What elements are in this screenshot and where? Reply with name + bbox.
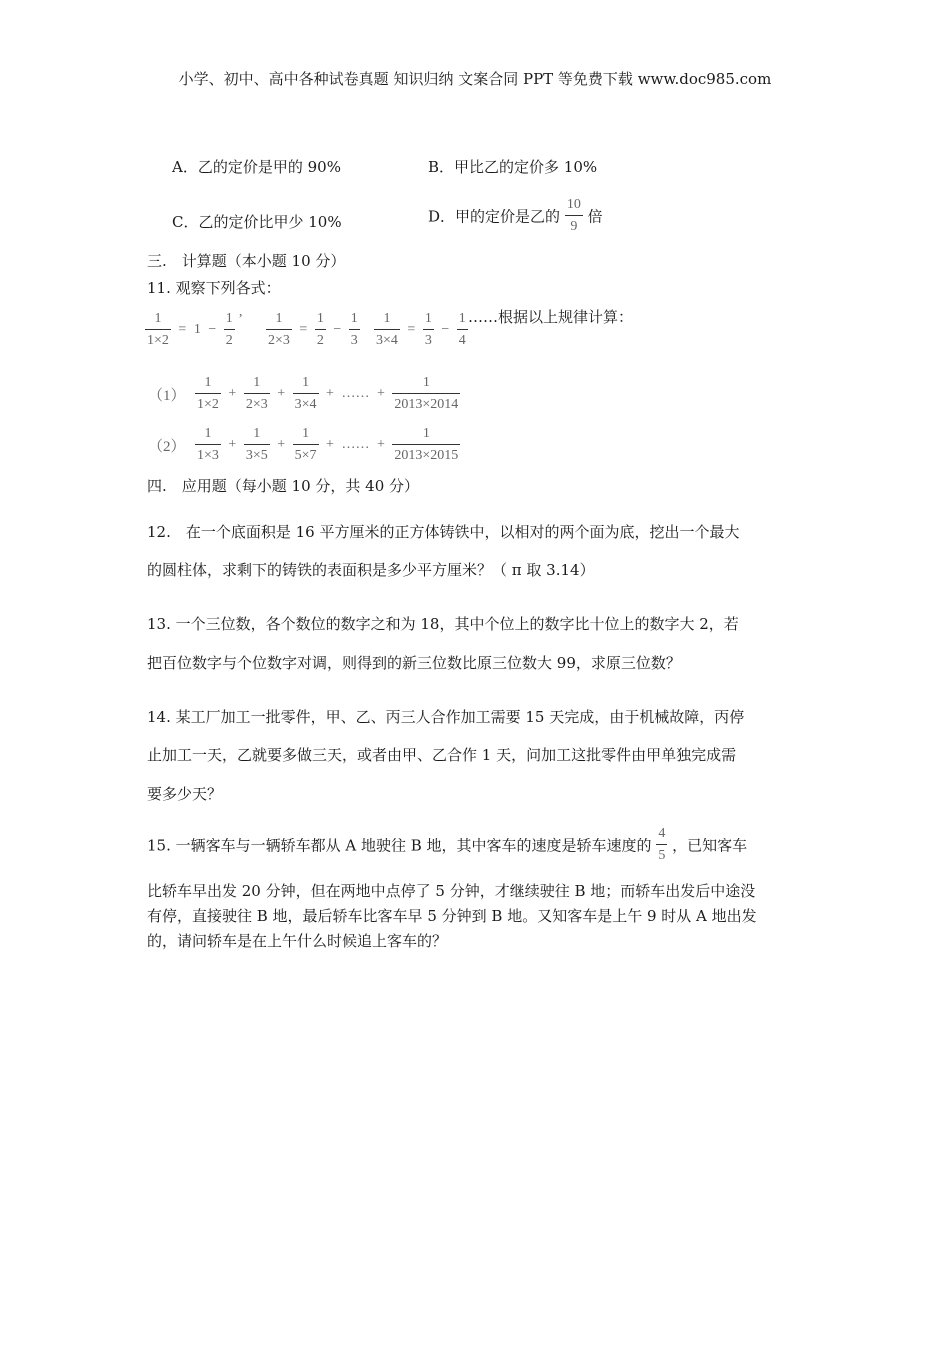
q11-pattern-tail: ……根据以上规律计算： bbox=[468, 308, 634, 326]
q15-fraction bbox=[656, 827, 667, 863]
option-d bbox=[428, 198, 603, 234]
q12-line-1: 12. 在一个底面积是 16 平方厘米的正方体铸铁中，以相对的两个面为底，挖出一个最大 bbox=[147, 523, 740, 541]
q15-line-3: 有停，直接驶往 B 地，最后轿车比客车早 5 分钟到 B 地。又知客车是上午 9 时从 A 地出发 bbox=[147, 907, 757, 925]
option-d-prefix: D．甲的定价是乙的 bbox=[428, 207, 561, 226]
q13-line-1: 13. 一个三位数，各个数位的数字之和为 18，其中个位上的数字比十位上的数字大 2，若 bbox=[147, 615, 739, 633]
term-last: $\frac{1}{2013\times 2014}$ bbox=[394, 375, 459, 412]
q11-pattern-1: $\frac{1}{1\times 2}$ = 1 − $\frac{1}{2}$ ’ bbox=[147, 311, 243, 348]
q11-pattern-3: $\frac{1}{3\times 4}$ = $\frac{1}{3}$ − $\frac{1}{4}$ bbox=[376, 311, 466, 348]
q15-line-1: 15. 一辆客车与一辆轿车都从 A 地驶往 B 地，其中客车的速度是轿车速度的 $\frac{4}{5}$ ，已知客车 bbox=[147, 826, 748, 863]
q14-line-1: 14. 某工厂加工一批零件，甲、乙、丙三人合作加工需要 15 天完成，由于机械故障，丙停 bbox=[147, 708, 745, 726]
q15-line-2: 比轿车早出发 20 分钟，但在两地中点停了 5 分钟，才继续驶往 B 地；而轿车出发后中途没 bbox=[147, 882, 756, 900]
q11-pattern-2: $\frac{1}{2\times 3}$ = $\frac{1}{2}$ − $\frac{1}{3}$ bbox=[268, 311, 358, 348]
option-c: C．乙的定价比甲少 10% bbox=[172, 213, 342, 231]
q15-line-4: 的，请问轿车是在上午什么时候追上客车的？ bbox=[147, 932, 448, 950]
part-label: （1） bbox=[148, 387, 186, 404]
q14-line-3: 要多少天？ bbox=[147, 785, 223, 803]
option-a: A．乙的定价是甲的 90% bbox=[172, 158, 341, 176]
page-header: 小学、初中、高中各种试卷真题 知识归纳 文案合同 PPT 等免费下载 www.doc985.com bbox=[178, 70, 772, 88]
fraction-numerator: 10 bbox=[565, 198, 583, 216]
option-b: B．甲比乙的定价多 10% bbox=[428, 158, 598, 176]
q11-part-2: （2） $\frac{1}{1\times 3}$ + $\frac{1}{3\times 5}$ + $\frac{1}{5\times 7}$ + …… + $\frac{1}{2013\times 2015}$ bbox=[148, 426, 459, 463]
q13-line-2: 把百位数字与个位数字对调，则得到的新三位数比原三位数大 99，求原三位数？ bbox=[147, 654, 681, 672]
term-1: $\frac{1}{1\times 2}$ bbox=[197, 375, 219, 412]
part-label: （2） bbox=[148, 438, 186, 455]
option-d-fraction bbox=[565, 198, 583, 234]
fraction-denominator: 5 bbox=[658, 848, 666, 863]
q12-line-2: 的圆柱体，求剩下的铸铁的表面积是多少平方厘米？（ π 取 3.14） bbox=[147, 561, 595, 579]
fraction-denominator: 9 bbox=[570, 219, 578, 234]
section-4-title: 四. 应用题（每小题 10 分，共 40 分） bbox=[147, 477, 420, 495]
fraction-numerator: 4 bbox=[656, 827, 667, 845]
section-3-title: 三. 计算题（本小题 10 分） bbox=[147, 252, 346, 270]
term-last: $\frac{1}{2013\times 2015}$ bbox=[394, 426, 459, 463]
term-3: $\frac{1}{3\times 4}$ bbox=[294, 375, 317, 412]
term-1: $\frac{1}{1\times 3}$ bbox=[197, 426, 219, 463]
option-d-suffix: 倍 bbox=[587, 207, 603, 226]
term-2: $\frac{1}{2\times 3}$ bbox=[245, 375, 268, 412]
term-2: $\frac{1}{3\times 5}$ bbox=[245, 426, 268, 463]
q11-title: 11. 观察下列各式： bbox=[147, 279, 281, 297]
term-3: $\frac{1}{5\times 7}$ bbox=[294, 426, 317, 463]
q14-line-2: 止加工一天，乙就要多做三天，或者由甲、乙合作 1 天，问加工这批零件由甲单独完成需 bbox=[147, 746, 737, 764]
q11-part-1: （1） $\frac{1}{1\times 2}$ + $\frac{1}{2\times 3}$ + $\frac{1}{3\times 4}$ + …… + $\frac{1}{2013\times 2014}$ bbox=[148, 375, 459, 412]
